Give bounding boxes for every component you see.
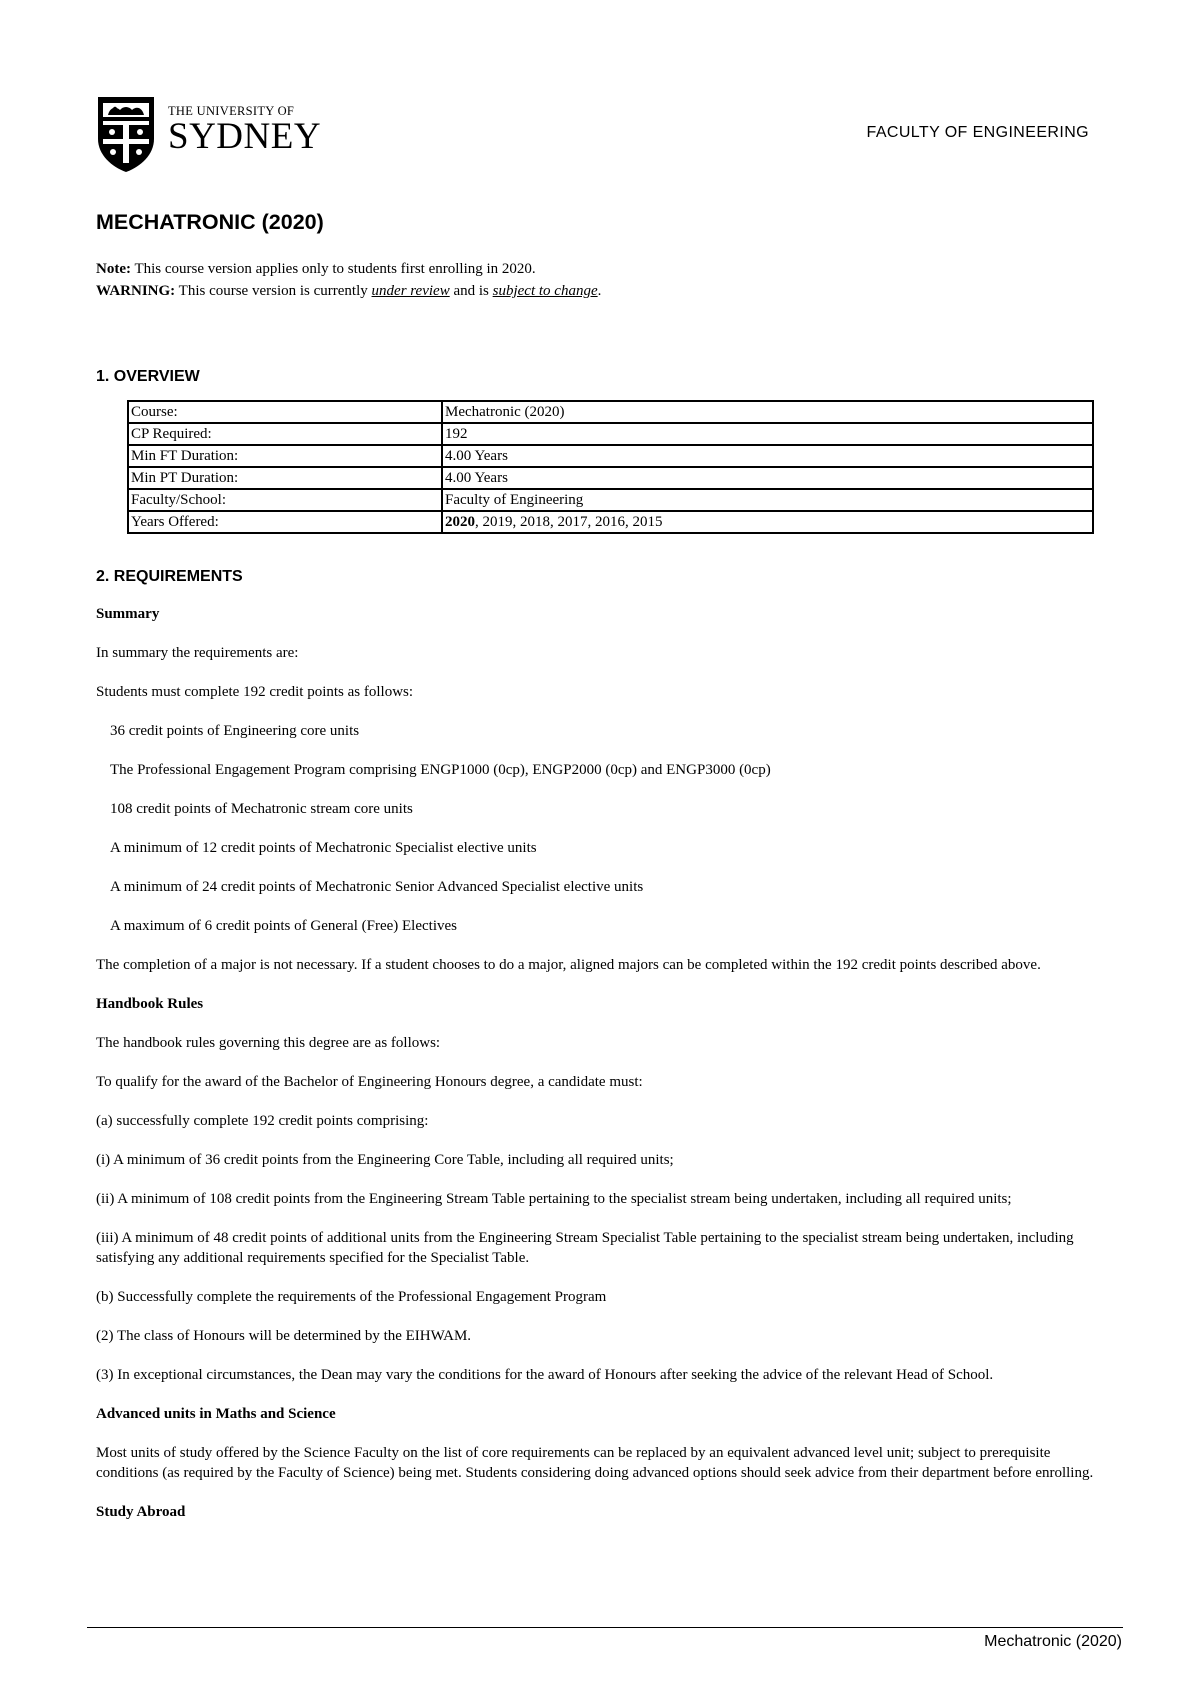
- summary-item: 108 credit points of Mechatronic stream core units: [110, 801, 413, 817]
- handbook-paragraph: To qualify for the award of the Bachelor of Engineering Honours degree, a candidate must:: [96, 1074, 643, 1090]
- summary-item: A minimum of 24 credit points of Mechatronic Senior Advanced Specialist elective units: [110, 879, 644, 895]
- major-note: The completion of a major is not necessary. If a student chooses to do a major, aligned majors can be completed within the 192 credit points described above.: [96, 957, 1041, 973]
- row-label: CP Required:: [128, 423, 442, 445]
- note-label: Note:: [96, 261, 131, 277]
- footer-course-name: Mechatronic (2020): [984, 1633, 1122, 1650]
- university-logo: [96, 95, 328, 173]
- page-title: MECHATRONIC (2020): [96, 210, 324, 234]
- study-abroad-heading: Study Abroad: [96, 1504, 186, 1520]
- summary-item: A maximum of 6 credit points of General (Free) Electives: [110, 918, 457, 934]
- current-year: 2020: [445, 514, 475, 530]
- handbook-paragraph: (a) successfully complete 192 credit points comprising:: [96, 1113, 429, 1129]
- row-value: 192: [442, 423, 1093, 445]
- row-value: Mechatronic (2020): [442, 401, 1093, 423]
- row-label: Min PT Duration:: [128, 467, 442, 489]
- logo-wordmark: [168, 105, 321, 155]
- overview-heading: 1. OVERVIEW: [96, 368, 200, 385]
- subject-to-change-link[interactable]: subject to change: [492, 283, 598, 299]
- summary-intro: In summary the requirements are:: [96, 645, 299, 661]
- table-row: [128, 511, 1093, 533]
- faculty-header: FACULTY OF ENGINEERING: [866, 124, 1089, 141]
- requirements-heading: 2. REQUIREMENTS: [96, 568, 243, 585]
- note-text: This course version applies only to students first enrolling in 2020.: [130, 261, 536, 277]
- table-row: [128, 401, 1093, 423]
- handbook-paragraph: (i) A minimum of 36 credit points from the Engineering Core Table, including all required units;: [96, 1152, 674, 1168]
- handbook-paragraph: (iii) A minimum of 48 credit points of additional units from the Engineering Stream Specialist Table pertaining to the specialist stream being undertaken, including satisfying any additional requirements specified for the Specialist Table.: [96, 1230, 1074, 1266]
- table-row: [128, 489, 1093, 511]
- warning-line: [96, 280, 601, 302]
- handbook-paragraph: (2) The class of Honours will be determined by the EIHWAM.: [96, 1328, 472, 1344]
- footer-divider: [87, 1627, 1123, 1628]
- university-crest-icon: [96, 95, 156, 173]
- summary-item: A minimum of 12 credit points of Mechatronic Specialist elective units: [110, 840, 537, 856]
- row-label: Min FT Duration:: [128, 445, 442, 467]
- advanced-units-text: Most units of study offered by the Science Faculty on the list of core requirements can be replaced by an equivalent advanced level unit; subject to prerequisite conditions (as required by the Faculty of Science) being met. Students considering doing advanced options should seek advice from their department before enrolling.: [96, 1445, 1094, 1481]
- summary-lead: Students must complete 192 credit points as follows:: [96, 684, 414, 700]
- handbook-paragraph: (ii) A minimum of 108 credit points from the Engineering Stream Table pertaining to the specialist stream being undertaken, including all required units;: [96, 1191, 1012, 1207]
- warning-label: WARNING:: [96, 283, 176, 299]
- advanced-units-heading: Advanced units in Maths and Science: [96, 1406, 336, 1422]
- course-notes: [96, 258, 601, 302]
- requirements-body: [96, 604, 1096, 1522]
- row-value: Faculty of Engineering: [442, 489, 1093, 511]
- row-value: 4.00 Years: [442, 467, 1093, 489]
- row-label: Faculty/School:: [128, 489, 442, 511]
- overview-table: [127, 400, 1094, 534]
- row-value: [442, 511, 1093, 533]
- handbook-heading: Handbook Rules: [96, 996, 204, 1012]
- warning-text-end: .: [597, 283, 602, 299]
- warning-text-start: This course version is currently: [175, 283, 372, 299]
- handbook-paragraph: The handbook rules governing this degree are as follows:: [96, 1035, 441, 1051]
- row-label: Course:: [128, 401, 442, 423]
- table-row: [128, 445, 1093, 467]
- summary-item: The Professional Engagement Program comprising ENGP1000 (0cp), ENGP2000 (0cp) and ENGP3000 (0cp): [110, 762, 771, 778]
- under-review-link[interactable]: under review: [371, 283, 450, 299]
- summary-heading: Summary: [96, 606, 160, 622]
- note-line: [96, 258, 601, 280]
- handbook-paragraph: (3) In exceptional circumstances, the Dean may vary the conditions for the award of Honours after seeking the advice of the relevant Head of School.: [96, 1367, 994, 1383]
- logo-line-2: SYDNEY: [168, 115, 322, 157]
- other-years: , 2019, 2018, 2017, 2016, 2015: [475, 514, 663, 530]
- warning-text-middle: and is: [449, 283, 493, 299]
- row-value: 4.00 Years: [442, 445, 1093, 467]
- table-row: [128, 467, 1093, 489]
- table-row: [128, 423, 1093, 445]
- handbook-paragraph: (b) Successfully complete the requirements of the Professional Engagement Program: [96, 1289, 607, 1305]
- logo-line-1: THE UNIVERSITY OF: [168, 104, 295, 118]
- row-label: Years Offered:: [128, 511, 442, 533]
- summary-item: 36 credit points of Engineering core units: [110, 723, 360, 739]
